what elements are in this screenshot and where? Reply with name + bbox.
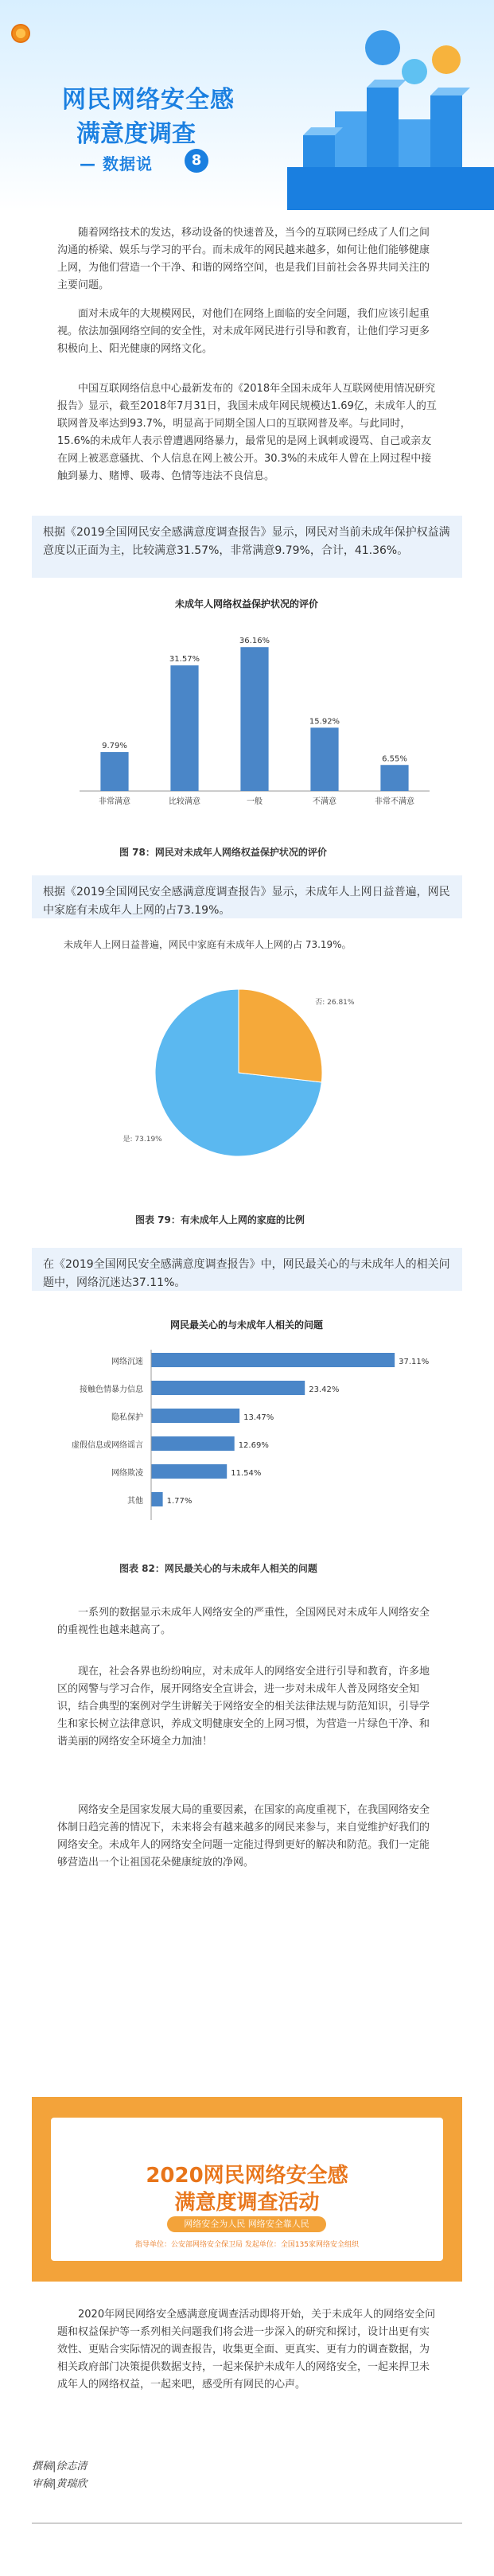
chart-1-value-label: 9.79% — [102, 742, 127, 751]
chart-3-category-label: 网络欺凌 — [111, 1469, 143, 1478]
promo-banner — [32, 2097, 462, 2282]
header-banner — [0, 0, 494, 210]
chart-3-category-label: 其他 — [127, 1497, 143, 1506]
chart-2-slice-label: 否: 26.81% — [315, 999, 355, 1007]
chart-1-bar — [170, 665, 198, 791]
chart-3-bar — [151, 1436, 235, 1451]
chart-1-value-label: 6.55% — [382, 754, 407, 764]
paragraph-5: 现在，社会各界也纷纷响应，对未成年人的网络安全进行引导和教育，许多地区的网警与学习合作，展开网络安全宣讲会，进一步对未成年人普及网络安全知识，结合典型的案例对学生讲解关于网络安全的相关法律法规与防范知识，引导学生和家长树立法律意识，养成文明健康安全的上网习惯，为营造一片绿色干净、和谐美丽的网络安全环境全力加油！ — [57, 1666, 430, 1748]
cubes-illustration-icon — [255, 16, 494, 210]
chart-1-bar — [100, 752, 128, 791]
chart-3-bar — [151, 1492, 163, 1506]
chart-1 — [48, 597, 445, 836]
chart-1-category-label: 一般 — [247, 797, 263, 806]
editor-credit: 撰稿|徐志清 — [32, 2461, 88, 2473]
chart-2-slice-label: 是: 73.19% — [123, 1135, 162, 1144]
chart-3-svg — [48, 1337, 445, 1552]
chart-1-value-label: 31.57% — [169, 655, 200, 664]
quote-3: 在《2019全国网民安全感满意度调查报告》中，网民最关心的与未成年人的相关问题中，网络沉迷达37.11%。 — [32, 1248, 462, 1291]
chart-1-bar — [310, 727, 338, 791]
paragraph-2: 面对未成年的大规模网民，对他们在网络上面临的安全问题，我们应该引起重视。依法加强网络空间的安全性，对未成年网民进行引导和教育，让他们学习更多积极向上、阳光健康的网络文化。 — [57, 308, 430, 355]
chart-3-category-label: 接触色情暴力信息 — [80, 1385, 143, 1394]
chart-3-value-label: 23.42% — [309, 1385, 340, 1394]
promo-slogan: 网络安全为人民 网络安全靠人民 — [167, 2216, 326, 2232]
paragraph-6: 网络安全是国家发展大局的重要因素，在国家的高度重视下，在我国网络安全体制日趋完善的情况下，未来将会有越来越多的网民来参与，来自觉维护好我们的网络安全。未成年人的网络安全问题一定能过得到更好的解决和防范。我们一定能够营造出一个让祖国花朵健康绽放的净网。 — [57, 1804, 430, 1869]
chart-3-title: 网民最关心的与未成年人相关的问题 — [169, 1319, 323, 1331]
chart-3-value-label: 13.47% — [243, 1413, 274, 1422]
promo-footer: 指导单位：公安部网络安全保卫局 发起单位：全国135家网络安全组织 — [134, 2241, 360, 2249]
chart-2-slice — [239, 989, 322, 1082]
banner-subtitle: 满意度调查 — [76, 120, 196, 148]
chart-3-bar — [151, 1381, 305, 1395]
chart-3-bar — [151, 1409, 239, 1423]
logo-icon — [11, 24, 30, 43]
promo-title-2: 满意度调查活动 — [174, 2191, 320, 2215]
chart-1-bar — [380, 765, 408, 791]
paragraph-3: 中国互联网络信息中心最新发布的《2018年全国未成年人互联网使用情况研究报告》显示，截至2018年7月31日，我国未成年网民规模达1.69亿，未成年人的互联网普及率达到93.7%，明显高于同期全国人口的互联网普及率。与此同时，15.6%的未成年人表示曾遭遇网络暴力，最常见的是网上讽刺或谩骂、自己或亲友在网上被恶意骚扰、个人信息在网上被公开。30.3%的未成年人曾在上网过程中接触到暴力、赌博、吸毒、色情等违法不良信息。 — [57, 383, 437, 482]
chart-2-caption: 图表 79：有未成年人上网的家庭的比例 — [135, 1214, 305, 1226]
chart-1-category-label: 非常不满意 — [375, 797, 414, 806]
chart-1-svg — [48, 616, 445, 823]
quote-2: 根据《2019全国网民安全感满意度调查报告》显示，未成年人上网日益普遍，网民中家庭有未成年人上网的占73.19%。 — [32, 875, 462, 918]
chart-1-category-label: 比较满意 — [169, 797, 200, 806]
chart-3-value-label: 12.69% — [238, 1441, 269, 1450]
chart-3-value-label: 11.54% — [231, 1469, 262, 1478]
chart-1-value-label: 15.92% — [309, 717, 340, 727]
paragraph-4: 一系列的数据显示未成年人网络安全的严重性，全国网民对未成年人网络安全的重视性也越来越高了。 — [57, 1607, 430, 1636]
reviewer-credit: 审稿|黄瑞欣 — [32, 2478, 88, 2490]
chart-1-bar — [240, 647, 268, 791]
chart-3 — [48, 1318, 445, 1557]
chart-3-bar — [151, 1353, 395, 1367]
chart-3-caption: 图表 82：网民最关心的与未成年人相关的问题 — [119, 1563, 317, 1574]
chart-2 — [48, 937, 445, 1208]
chart-1-title: 未成年人网络权益保护状况的评价 — [174, 598, 318, 610]
paragraph-intro: 随着网络技术的发达，移动设备的快速普及，当今的互联网已经成了人们之间沟通的桥梁、娱乐与学习的平台。而未成年的网民越来越多，如何让他们能够健康上网，为他们营造一个干净、和谐的网络空间，也是我们目前社会各界共同关注的主要问题。 — [57, 227, 430, 291]
chart-3-value-label: 37.11% — [399, 1358, 430, 1366]
banner-number: 8 — [185, 149, 208, 173]
chart-1-category-label: 不满意 — [313, 797, 336, 806]
chart-2-title: 未成年人上网日益普遍，网民中家庭有未成年人上网的占 73.19%。 — [64, 939, 352, 950]
chart-1-category-label: 非常满意 — [99, 797, 130, 806]
chart-3-category-label: 隐私保护 — [111, 1413, 143, 1422]
chart-1-caption: 图 78：网民对未成年人网络权益保护状况的评价 — [119, 847, 327, 858]
chart-3-bar — [151, 1464, 227, 1479]
quote-1: 根据《2019全国网民安全感满意度调查报告》显示，网民对当前未成年保护权益满意度以正面为主，比较满意31.57%，非常满意9.79%，合计，41.36%。 — [32, 516, 462, 578]
promo-title-1: 2020网民网络安全感 — [146, 2164, 348, 2188]
chart-3-value-label: 1.77% — [166, 1497, 193, 1506]
chart-3-category-label: 网络沉迷 — [111, 1358, 143, 1366]
chart-1-value-label: 36.16% — [239, 637, 270, 646]
banner-tag: — 数据说 — [80, 154, 153, 173]
chart-3-category-label: 虚假信息或网络谣言 — [72, 1441, 143, 1450]
paragraph-7: 2020年网民网络安全感满意度调查活动即将开始，关于未成年人的网络安全问题和权益保护等一系列相关问题我们将会进一步深入的研究和探讨，设计出更有实效性、更贴合实际情况的调查报告，收集更全面、更真实、更有力的调查数据，为相关政府部门决策提供数据支持，一起来保护未成年人的网络安全，一起来捍卫未成年人的网络权益，一起来吧，感受所有网民的心声。 — [57, 2309, 436, 2391]
banner-title: 网民网络安全感 — [62, 86, 235, 114]
chart-2-svg — [48, 953, 445, 1192]
